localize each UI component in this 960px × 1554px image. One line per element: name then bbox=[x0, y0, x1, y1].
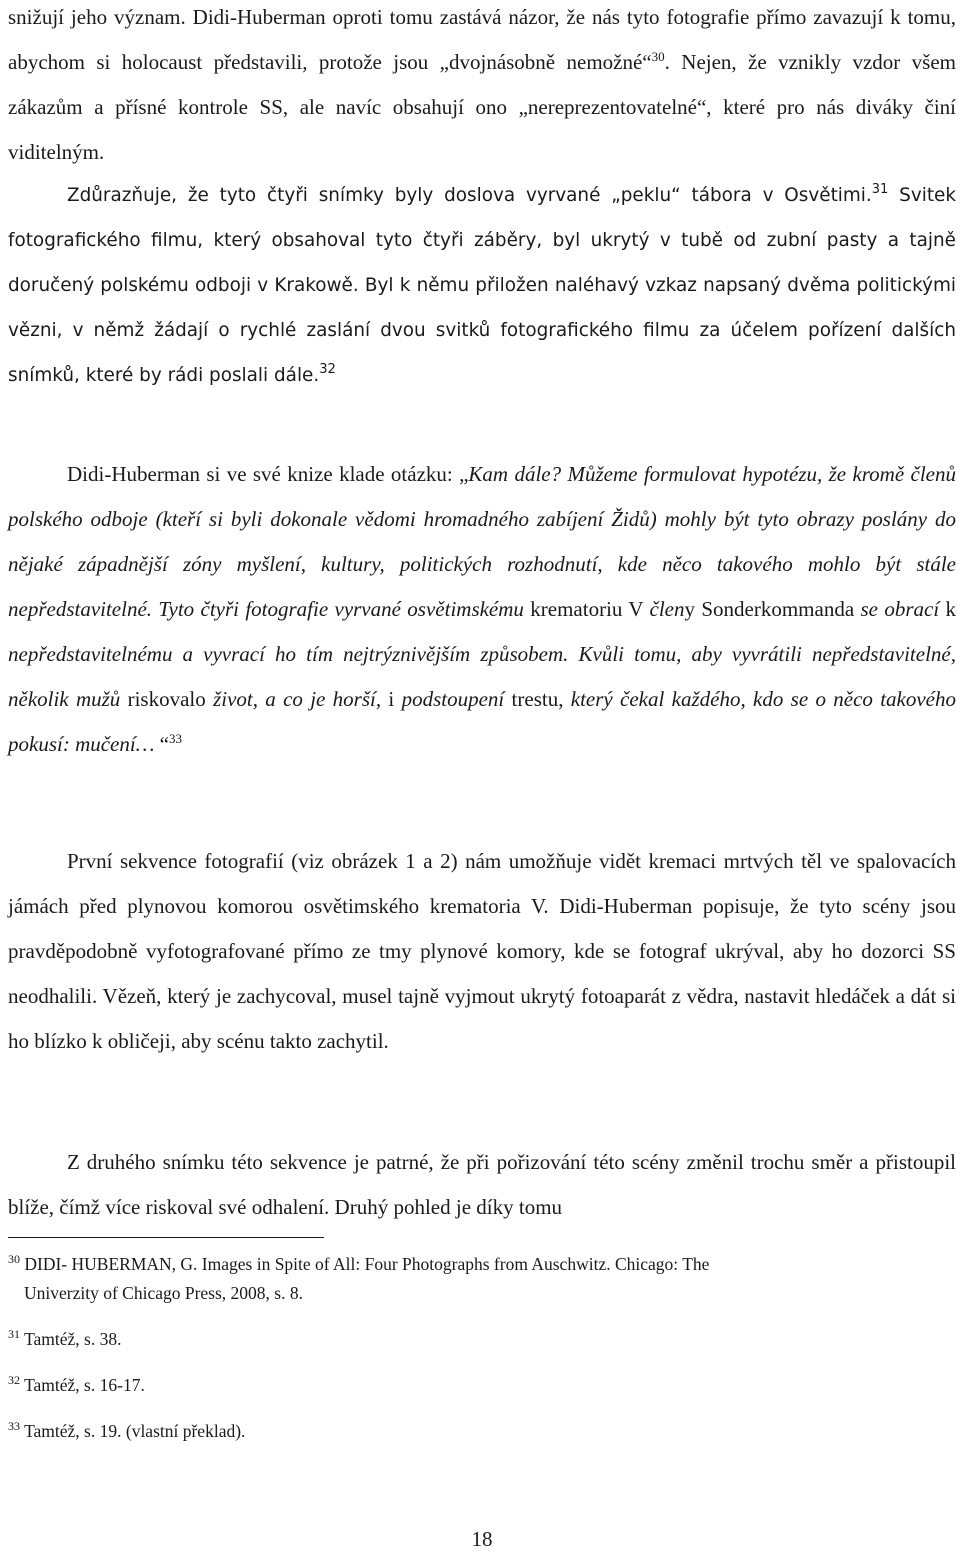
footnotes bbox=[8, 1250, 908, 1463]
quote-roman-6: trestu, bbox=[504, 687, 571, 711]
quote-italic-2: člen bbox=[649, 597, 685, 621]
footnote-text: Tamtéž, s. 19. (vlastní překlad). bbox=[24, 1421, 246, 1441]
paragraph-2-text-b: Svitek fotografického filmu, který obsahoval tyto čtyři záběry, byl ukrytý v tubě od zubní pasty a tajně doručený polskému odboji v Krakowě. Byl k němu přiložen naléhavý vzkaz napsaný dvěma politickými vězni, v němž žádají o rychlé zaslání dvou svitků fotografického filmu za účelem pořízení dalších snímků, které by rádi poslali dále. bbox=[8, 185, 956, 386]
footnote-ref-32[interactable]: 32 bbox=[319, 362, 336, 377]
footnote-separator bbox=[8, 1237, 324, 1238]
quote-italic-1: Kam dále? Můžeme formulovat hypotézu, že kromě členů polského odboje (kteří si byli dokonale vědomi hromadného zabíjení Židů) mohly být tyto obrazy poslány do nějaké západnější zóny myšlení, kultury, politických rozhodnutí, kde něco takového mohlo být stále nepředstavitelné. Tyto čtyři fotografie vyrvané osvětimskému bbox=[8, 462, 956, 621]
quote-close: “ bbox=[154, 732, 169, 756]
footnote-number: 32 bbox=[8, 1373, 20, 1387]
footnote-ref-33[interactable]: 33 bbox=[168, 731, 182, 746]
footnote-number: 31 bbox=[8, 1327, 20, 1341]
paragraph-1-text-a: snižují jeho význam. Didi-Huberman oproti tomu zastává názor, že nás tyto fotografie přímo zavazují k tomu, abychom si holocaust představili, protože jsou „dvojnásobně nemožné“ bbox=[8, 5, 956, 74]
paragraph-5: Z druhého snímku této sekvence je patrné, že při pořizování této scény změnil trochu směr a přistoupil blíže, čímž více riskoval své odhalení. Druhý pohled je díky tomu bbox=[8, 1150, 956, 1219]
quote-roman-4: riskovalo bbox=[120, 687, 214, 711]
page-number: 18 bbox=[471, 1527, 493, 1551]
footnote-33 bbox=[8, 1417, 908, 1446]
footnote-ref-30[interactable]: 30 bbox=[651, 49, 665, 64]
footnote-32 bbox=[8, 1371, 908, 1400]
quote-paragraph bbox=[8, 452, 956, 767]
footnote-text: Tamtéž, s. 16-17. bbox=[24, 1375, 145, 1395]
quote-italic-6: podstoupení bbox=[401, 687, 505, 711]
quote-roman-1: krematoriu V bbox=[523, 597, 650, 621]
paragraph-2 bbox=[8, 173, 956, 398]
quote-roman-3: k bbox=[939, 597, 957, 621]
quote-italic-3: se obrací bbox=[860, 597, 940, 621]
footnote-number: 33 bbox=[8, 1419, 20, 1433]
quote-italic-4: nepředstavitelnému a vyvrací ho tím nejtrýznivějším způsobem. Kvůli tomu, aby vyvrátili nepředstavitelné, několik mužů bbox=[8, 642, 956, 711]
paragraph-4: První sekvence fotografií (viz obrázek 1 a 2) nám umožňuje vidět kremaci mrtvých těl ve spalovacích jámách před plynovou komorou osvětimského krematoria V. Didi-Huberman popisuje, že tyto scény jsou pravděpodobně vyfotografované přímo ze tmy plynové komory, kde se fotograf ukrýval, aby ho dozorci SS neodhalili. Vězeň, který je zachycoval, musel tajně vyjmout ukrytý fotoaparát z vědra, nastavit hledáček a dát si ho blízko k obličeji, aby scénu takto zachytil. bbox=[8, 849, 956, 1053]
footnote-30 bbox=[8, 1250, 908, 1308]
paragraph-1 bbox=[8, 0, 956, 175]
footnote-ref-31[interactable]: 31 bbox=[871, 182, 889, 197]
quote-intro: Didi-Huberman si ve své knize klade otázku: „ bbox=[67, 462, 469, 486]
quote-roman-2: y Sonderkommanda bbox=[684, 597, 861, 621]
quote-italic-5: život, a co je horší, bbox=[213, 687, 382, 711]
quote-italic-7: který čekal každého, kdo se o něco takového pokusí: mučení… bbox=[8, 687, 956, 756]
footnote-number: 30 bbox=[8, 1252, 20, 1266]
footnote-31 bbox=[8, 1325, 908, 1354]
paragraph-2-text-a: Zdůrazňuje, že tyto čtyři snímky byly doslova vyrvané „peklu“ tábora v Osvětimi. bbox=[67, 185, 872, 206]
paragraph-1-text-b: . Nejen, že vznikly vzdor všem zákazům a přísné kontrole SS, ale navíc obsahují ono „nereprezentovatelné“, které pro nás diváky činí viditelným. bbox=[8, 50, 956, 164]
footnote-text: Tamtéž, s. 38. bbox=[24, 1329, 122, 1349]
footnote-text-continued: Univerzity of Chicago Press, 2008, s. 8. bbox=[24, 1283, 303, 1303]
quote-roman-5: i bbox=[381, 687, 402, 711]
footnote-text: DIDI- HUBERMAN, G. Images in Spite of All: Four Photographs from Auschwitz. Chicago: The bbox=[24, 1254, 710, 1274]
